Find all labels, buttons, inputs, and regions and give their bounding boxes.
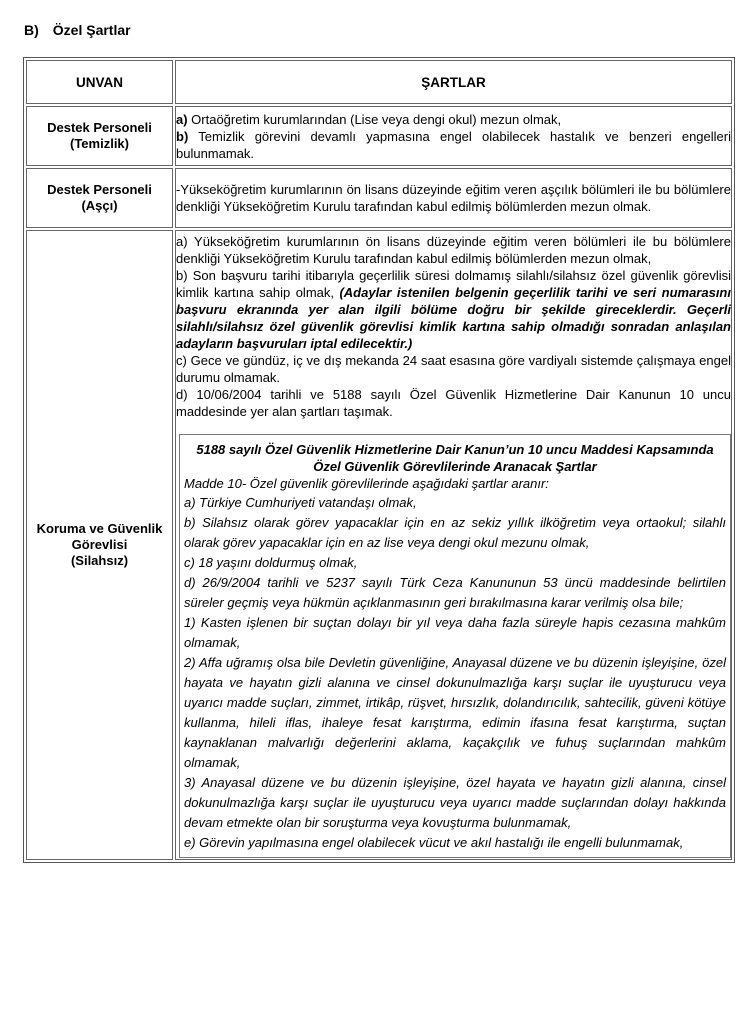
law-line: 1) Kasten işlenen bir suçtan dolayı bir yıl veya daha fazla süreyle hapis cezasına mahkûm olmamak, — [184, 615, 726, 650]
table-row — [26, 106, 732, 166]
sartlar-cell — [175, 230, 732, 860]
list-item — [176, 111, 731, 128]
header-unvan: UNVAN — [26, 60, 173, 104]
law-line: e) Görevin yapılmasına engel olabilecek vücut ve akıl hastalığı ile engelli bulunmamak, — [184, 835, 684, 850]
item-note: (Adaylar istenilen belgenin geçerlilik tarihi ve seri numarasını başvuru ekranında yer alan ilgili bölüme doğru bir şekilde gireceklerdir. Geçerli silahlı/silahsız özel güvenlik görevlisi kimlik kartına sahip olmadığı sonradan anlaşılan adayların başvuruları iptal edilecektir.) — [176, 285, 731, 351]
header-sartlar: ŞARTLAR — [175, 60, 732, 104]
list-item — [176, 128, 731, 162]
unvan-line: Destek Personeli — [47, 120, 152, 135]
law-line: d) 26/9/2004 tarihli ve 5237 sayılı Türk Ceza Kanununun 53 üncü maddesinde belirtilen süreler geçmiş veya hükmün açıklanmasının geri bırakılmasına karar verilmiş olsa bile; — [184, 575, 726, 610]
unvan-line: (Silahsız) — [70, 553, 129, 568]
unvan-line: Koruma ve Güvenlik — [36, 521, 163, 536]
law-line: 2) Affa uğramış olsa bile Devletin güvenliğine, Anayasal düzene ve bu düzenin işleyişine, özel hayata ve hayatın gizli alanına ve cinsel dokunulmazlığa karşı suçlar ile uyuşturucu veya uyarıcı madde suçları, zimmet, irtikâp, rüşvet, hırsızlık, dolandırıcılık, sahtecilik, güveni kötüye kullanma, hileli iflas, ihaleye fesat karıştırma, edimin ifasına fesat karıştırma, suçtan kaynaklanan malvarlığı değerlerini aklama, kaçakçılık ve fuhuş suçlarından mahkûm olmamak, — [184, 655, 726, 770]
sart-text: -Yükseköğretim kurumlarının ön lisans düzeyinde eğitim veren aşçılık bölümleri ile bu bölümlere denkliği Yükseköğretim Kurulu tarafından kabul edilmiş bölümlerden mezun olmak. — [176, 182, 731, 214]
law-line: b) Silahsız olarak görev yapacaklar için en az sekiz yıllık ilköğretim veya ortaokul; silahlı olarak görev yapacaklar için en az lise veya dengi okul mezunu olmak, — [184, 515, 726, 550]
section-letter: B) — [24, 22, 39, 38]
list-item — [176, 267, 731, 352]
unvan-line: (Aşçı) — [81, 198, 118, 213]
unvan-line: Destek Personeli — [47, 182, 152, 197]
law-line: 3) Anayasal düzene ve bu düzenin işleyişine, özel hayata ve hayatın gizli alanına, cinsel dokunulmazlığa karşı suçlar ile uyuşturucu veya uyarıcı madde suçlarından dolayı hakkında devam etmekte olan bir soruşturma veya kovuşturma bulunmamak, — [184, 775, 726, 830]
law-line: a) Türkiye Cumhuriyeti vatandaşı olmak, — [184, 495, 417, 510]
unvan-cell — [26, 168, 173, 228]
section-title — [24, 22, 131, 38]
requirements-table — [23, 57, 735, 863]
law-excerpt-title: 5188 sayılı Özel Güvenlik Hizmetlerine Dair Kanun’un 10 uncu Maddesi Kapsamında Özel Güvenlik Görevlilerinde Aranacak Şartlar — [196, 442, 714, 474]
item-text: Temizlik görevini devamlı yapmasına engel olabilecek hastalık ve benzeri engelleri bulunmamak. — [176, 128, 731, 161]
sartlar-cell — [175, 106, 732, 166]
item-text: Ortaöğretim kurumlarından (Lise veya dengi okul) mezun olmak, — [187, 111, 562, 127]
item-label: a) — [176, 111, 188, 127]
unvan-cell — [26, 106, 173, 166]
law-line: Madde 10- Özel güvenlik görevlilerinde aşağıdaki şartlar aranır: — [184, 476, 549, 491]
table-header-row — [26, 60, 732, 104]
law-line: c) 18 yaşını doldurmuş olmak, — [184, 555, 358, 570]
list-item: a) Yükseköğretim kurumlarının ön lisans düzeyinde eğitim veren bölümleri ile bu bölümlere denkliği Yükseköğretim Kurulu tarafından kabul edilmiş bölümlerden mezun olmak, — [176, 234, 731, 266]
list-item: d) 10/06/2004 tarihli ve 5188 sayılı Özel Güvenlik Hizmetlerine Dair Kanunun 10 uncu maddesinde yer alan şartları taşımak. — [176, 387, 731, 419]
unvan-cell — [26, 230, 173, 860]
item-label: b) — [176, 128, 189, 144]
law-excerpt-box — [179, 434, 731, 858]
unvan-line: (Temizlik) — [70, 136, 129, 151]
list-item: c) Gece ve gündüz, iç ve dış mekanda 24 saat esasına göre vardiyalı sistemde çalışmaya engel durumu olmamak. — [176, 353, 731, 385]
unvan-line: Görevlisi — [71, 537, 128, 552]
section-title-text: Özel Şartlar — [52, 22, 131, 38]
item-text: b) Son başvuru tarihi itibarıyla geçerlilik süresi dolmamış silahlı/silahsız özel güvenlik görevlisi kimlik kartına sahip olmak, — [176, 268, 731, 300]
sartlar-cell — [175, 168, 732, 228]
table-row — [26, 168, 732, 228]
table-row — [26, 230, 732, 860]
